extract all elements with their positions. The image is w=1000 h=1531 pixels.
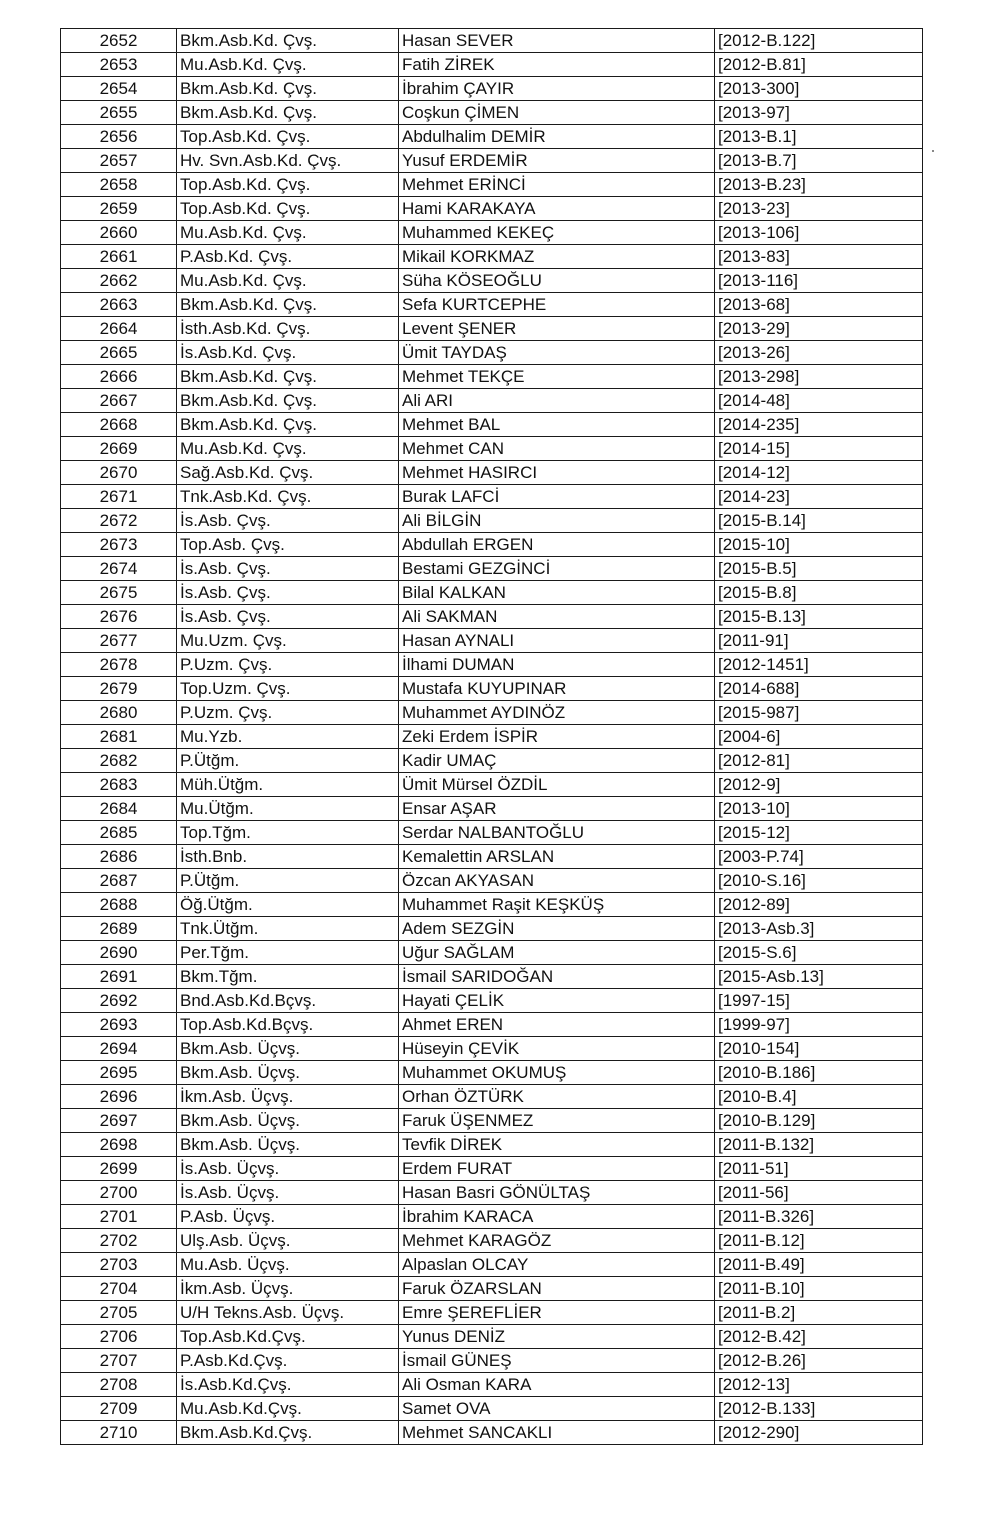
table-row	[61, 197, 923, 221]
row-number-cell: 2676	[61, 605, 177, 629]
reference-cell: [2011-B.10]	[715, 1277, 923, 1301]
rank-cell: Bnd.Asb.Kd.Bçvş.	[177, 989, 399, 1013]
reference-cell: [2013-23]	[715, 197, 923, 221]
table-row	[61, 293, 923, 317]
person-name-cell: İbrahim ÇAYIR	[399, 77, 715, 101]
row-number-cell: 2701	[61, 1205, 177, 1229]
rank-cell: Bkm.Asb.Kd. Çvş.	[177, 365, 399, 389]
table-row	[61, 1253, 923, 1277]
person-name-cell: Bestami GEZGİNCİ	[399, 557, 715, 581]
table-row	[61, 1013, 923, 1037]
person-name-cell: Fatih ZİREK	[399, 53, 715, 77]
reference-cell: [2010-154]	[715, 1037, 923, 1061]
reference-cell: [2012-81]	[715, 749, 923, 773]
table-row	[61, 437, 923, 461]
rank-cell: Bkm.Asb.Kd. Çvş.	[177, 101, 399, 125]
reference-cell: [2015-S.6]	[715, 941, 923, 965]
table-row	[61, 1421, 923, 1445]
reference-cell: [2012-9]	[715, 773, 923, 797]
reference-cell: [2013-300]	[715, 77, 923, 101]
table-row	[61, 845, 923, 869]
row-number-cell: 2688	[61, 893, 177, 917]
rank-cell: İsth.Asb.Kd. Çvş.	[177, 317, 399, 341]
row-number-cell: 2681	[61, 725, 177, 749]
person-name-cell: Mehmet ERİNCİ	[399, 173, 715, 197]
rank-cell: Bkm.Asb. Üçvş.	[177, 1109, 399, 1133]
table-row	[61, 173, 923, 197]
table-row	[61, 53, 923, 77]
person-name-cell: Muhammet AYDINÖZ	[399, 701, 715, 725]
reference-cell: [2013-68]	[715, 293, 923, 317]
row-number-cell: 2690	[61, 941, 177, 965]
reference-cell: [2015-10]	[715, 533, 923, 557]
rank-cell: P.Uzm. Çvş.	[177, 653, 399, 677]
person-name-cell: Yusuf ERDEMİR	[399, 149, 715, 173]
reference-cell: [2011-56]	[715, 1181, 923, 1205]
person-name-cell: Hasan SEVER	[399, 29, 715, 53]
table-row	[61, 1205, 923, 1229]
reference-cell: [2015-B.13]	[715, 605, 923, 629]
person-name-cell: Bilal KALKAN	[399, 581, 715, 605]
table-row	[61, 749, 923, 773]
person-name-cell: Faruk ÜŞENMEZ	[399, 1109, 715, 1133]
person-name-cell: Mehmet TEKÇE	[399, 365, 715, 389]
rank-cell: Top.Asb.Kd.Bçvş.	[177, 1013, 399, 1037]
row-number-cell: 2680	[61, 701, 177, 725]
reference-cell: [2011-51]	[715, 1157, 923, 1181]
row-number-cell: 2700	[61, 1181, 177, 1205]
person-name-cell: Hasan AYNALI	[399, 629, 715, 653]
rank-cell: Hv. Svn.Asb.Kd. Çvş.	[177, 149, 399, 173]
table-row	[61, 1181, 923, 1205]
rank-cell: Bkm.Asb. Üçvş.	[177, 1037, 399, 1061]
reference-cell: [2015-987]	[715, 701, 923, 725]
table-row	[61, 653, 923, 677]
scan-speck	[932, 150, 934, 152]
rank-cell: İs.Asb.Kd. Çvş.	[177, 341, 399, 365]
person-name-cell: Kadir UMAÇ	[399, 749, 715, 773]
row-number-cell: 2698	[61, 1133, 177, 1157]
reference-cell: [2013-B.23]	[715, 173, 923, 197]
table-row	[61, 389, 923, 413]
reference-cell: [2015-Asb.13]	[715, 965, 923, 989]
reference-cell: [1997-15]	[715, 989, 923, 1013]
table-row	[61, 365, 923, 389]
table-row	[61, 893, 923, 917]
person-name-cell: Levent ŞENER	[399, 317, 715, 341]
table-row	[61, 77, 923, 101]
rank-cell: Top.Uzm. Çvş.	[177, 677, 399, 701]
reference-cell: [2011-B.132]	[715, 1133, 923, 1157]
reference-cell: [2015-12]	[715, 821, 923, 845]
table-row	[61, 317, 923, 341]
row-number-cell: 2662	[61, 269, 177, 293]
person-name-cell: Abdulhalim DEMİR	[399, 125, 715, 149]
table-row	[61, 533, 923, 557]
table-row	[61, 773, 923, 797]
person-name-cell: Abdullah ERGEN	[399, 533, 715, 557]
person-name-cell: Mehmet HASIRCI	[399, 461, 715, 485]
rank-cell: Bkm.Tğm.	[177, 965, 399, 989]
rank-cell: Mu.Asb.Kd. Çvş.	[177, 221, 399, 245]
person-name-cell: Faruk ÖZARSLAN	[399, 1277, 715, 1301]
person-name-cell: Hüseyin ÇEVİK	[399, 1037, 715, 1061]
row-number-cell: 2709	[61, 1397, 177, 1421]
reference-cell: [2010-S.16]	[715, 869, 923, 893]
rank-cell: Mu.Asb.Kd. Çvş.	[177, 437, 399, 461]
table-row	[61, 221, 923, 245]
person-name-cell: Alpaslan OLCAY	[399, 1253, 715, 1277]
reference-cell: [2012-B.122]	[715, 29, 923, 53]
person-name-cell: Süha KÖSEOĞLU	[399, 269, 715, 293]
person-name-cell: Emre ŞEREFLİER	[399, 1301, 715, 1325]
row-number-cell: 2658	[61, 173, 177, 197]
row-number-cell: 2668	[61, 413, 177, 437]
person-name-cell: Yunus DENİZ	[399, 1325, 715, 1349]
row-number-cell: 2707	[61, 1349, 177, 1373]
reference-cell: [2012-89]	[715, 893, 923, 917]
table-row	[61, 701, 923, 725]
row-number-cell: 2682	[61, 749, 177, 773]
reference-cell: [2014-235]	[715, 413, 923, 437]
table-row	[61, 797, 923, 821]
person-name-cell: Mehmet CAN	[399, 437, 715, 461]
rank-cell: Mu.Yzb.	[177, 725, 399, 749]
reference-cell: [2012-13]	[715, 1373, 923, 1397]
row-number-cell: 2705	[61, 1301, 177, 1325]
table-row	[61, 485, 923, 509]
person-name-cell: Ali ARI	[399, 389, 715, 413]
table-row	[61, 989, 923, 1013]
person-name-cell: Orhan ÖZTÜRK	[399, 1085, 715, 1109]
row-number-cell: 2702	[61, 1229, 177, 1253]
person-name-cell: Kemalettin ARSLAN	[399, 845, 715, 869]
person-name-cell: Serdar NALBANTOĞLU	[399, 821, 715, 845]
row-number-cell: 2674	[61, 557, 177, 581]
row-number-cell: 2692	[61, 989, 177, 1013]
reference-cell: [2014-15]	[715, 437, 923, 461]
reference-cell: [2013-26]	[715, 341, 923, 365]
reference-cell: [2012-B.81]	[715, 53, 923, 77]
rank-cell: P.Uzm. Çvş.	[177, 701, 399, 725]
reference-cell: [1999-97]	[715, 1013, 923, 1037]
rank-cell: İs.Asb. Çvş.	[177, 581, 399, 605]
reference-cell: [2011-B.326]	[715, 1205, 923, 1229]
table-row	[61, 1157, 923, 1181]
row-number-cell: 2672	[61, 509, 177, 533]
row-number-cell: 2694	[61, 1037, 177, 1061]
rank-cell: P.Ütğm.	[177, 869, 399, 893]
rank-cell: Top.Asb.Kd.Çvş.	[177, 1325, 399, 1349]
rank-cell: Mu.Asb.Kd. Çvş.	[177, 269, 399, 293]
rank-cell: İkm.Asb. Üçvş.	[177, 1277, 399, 1301]
person-name-cell: Mehmet SANCAKLI	[399, 1421, 715, 1445]
table-row	[61, 1301, 923, 1325]
table-row	[61, 557, 923, 581]
row-number-cell: 2693	[61, 1013, 177, 1037]
table-row	[61, 941, 923, 965]
row-number-cell: 2695	[61, 1061, 177, 1085]
rank-cell: Bkm.Asb.Kd.Çvş.	[177, 1421, 399, 1445]
row-number-cell: 2678	[61, 653, 177, 677]
person-name-cell: Burak LAFCİ	[399, 485, 715, 509]
reference-cell: [2003-P.74]	[715, 845, 923, 869]
reference-cell: [2014-48]	[715, 389, 923, 413]
rank-cell: İs.Asb. Çvş.	[177, 509, 399, 533]
person-name-cell: Erdem FURAT	[399, 1157, 715, 1181]
rank-cell: Bkm.Asb.Kd. Çvş.	[177, 77, 399, 101]
rank-cell: Top.Asb.Kd. Çvş.	[177, 197, 399, 221]
row-number-cell: 2684	[61, 797, 177, 821]
row-number-cell: 2679	[61, 677, 177, 701]
person-name-cell: Hayati ÇELİK	[399, 989, 715, 1013]
personnel-table	[60, 28, 923, 1445]
table-row	[61, 605, 923, 629]
row-number-cell: 2686	[61, 845, 177, 869]
rank-cell: Bkm.Asb.Kd. Çvş.	[177, 389, 399, 413]
person-name-cell: Samet OVA	[399, 1397, 715, 1421]
person-name-cell: Muhammet Raşit KEŞKÜŞ	[399, 893, 715, 917]
reference-cell: [2011-B.12]	[715, 1229, 923, 1253]
row-number-cell: 2664	[61, 317, 177, 341]
person-name-cell: Ali BİLGİN	[399, 509, 715, 533]
table-row	[61, 269, 923, 293]
person-name-cell: Tevfik DİREK	[399, 1133, 715, 1157]
row-number-cell: 2696	[61, 1085, 177, 1109]
rank-cell: Öğ.Ütğm.	[177, 893, 399, 917]
table-row	[61, 509, 923, 533]
rank-cell: Top.Asb.Kd. Çvş.	[177, 125, 399, 149]
row-number-cell: 2675	[61, 581, 177, 605]
row-number-cell: 2677	[61, 629, 177, 653]
rank-cell: Tnk.Ütğm.	[177, 917, 399, 941]
table-row	[61, 149, 923, 173]
person-name-cell: Zeki Erdem İSPİR	[399, 725, 715, 749]
table-row	[61, 1229, 923, 1253]
table-row	[61, 677, 923, 701]
person-name-cell: Hasan Basri GÖNÜLTAŞ	[399, 1181, 715, 1205]
table-row	[61, 581, 923, 605]
row-number-cell: 2710	[61, 1421, 177, 1445]
person-name-cell: Muhammet OKUMUŞ	[399, 1061, 715, 1085]
rank-cell: İkm.Asb. Üçvş.	[177, 1085, 399, 1109]
reference-cell: [2011-91]	[715, 629, 923, 653]
reference-cell: [2013-83]	[715, 245, 923, 269]
row-number-cell: 2703	[61, 1253, 177, 1277]
row-number-cell: 2665	[61, 341, 177, 365]
row-number-cell: 2708	[61, 1373, 177, 1397]
rank-cell: U/H Tekns.Asb. Üçvş.	[177, 1301, 399, 1325]
rank-cell: Bkm.Asb.Kd. Çvş.	[177, 413, 399, 437]
row-number-cell: 2671	[61, 485, 177, 509]
person-name-cell: Ali SAKMAN	[399, 605, 715, 629]
table-row	[61, 413, 923, 437]
person-name-cell: Ahmet EREN	[399, 1013, 715, 1037]
table-row	[61, 1085, 923, 1109]
rank-cell: P.Asb.Kd.Çvş.	[177, 1349, 399, 1373]
reference-cell: [2013-B.7]	[715, 149, 923, 173]
person-name-cell: Mehmet BAL	[399, 413, 715, 437]
person-name-cell: İbrahim KARACA	[399, 1205, 715, 1229]
reference-cell: [2012-B.42]	[715, 1325, 923, 1349]
person-name-cell: Hami KARAKAYA	[399, 197, 715, 221]
rank-cell: İs.Asb. Çvş.	[177, 605, 399, 629]
row-number-cell: 2673	[61, 533, 177, 557]
reference-cell: [2011-B.49]	[715, 1253, 923, 1277]
table-row	[61, 965, 923, 989]
table-row	[61, 245, 923, 269]
person-name-cell: Ümit Mürsel ÖZDİL	[399, 773, 715, 797]
reference-cell: [2004-6]	[715, 725, 923, 749]
row-number-cell: 2655	[61, 101, 177, 125]
reference-cell: [2012-B.133]	[715, 1397, 923, 1421]
rank-cell: İsth.Bnb.	[177, 845, 399, 869]
rank-cell: Top.Tğm.	[177, 821, 399, 845]
reference-cell: [2014-23]	[715, 485, 923, 509]
reference-cell: [2013-29]	[715, 317, 923, 341]
rank-cell: Mu.Asb.Kd. Çvş.	[177, 53, 399, 77]
row-number-cell: 2689	[61, 917, 177, 941]
row-number-cell: 2666	[61, 365, 177, 389]
row-number-cell: 2687	[61, 869, 177, 893]
row-number-cell: 2691	[61, 965, 177, 989]
rank-cell: İs.Asb. Üçvş.	[177, 1157, 399, 1181]
table-row	[61, 1349, 923, 1373]
reference-cell: [2010-B.129]	[715, 1109, 923, 1133]
row-number-cell: 2697	[61, 1109, 177, 1133]
rank-cell: Sağ.Asb.Kd. Çvş.	[177, 461, 399, 485]
reference-cell: [2012-1451]	[715, 653, 923, 677]
rank-cell: Bkm.Asb.Kd. Çvş.	[177, 293, 399, 317]
row-number-cell: 2654	[61, 77, 177, 101]
person-name-cell: Coşkun ÇİMEN	[399, 101, 715, 125]
person-name-cell: İsmail GÜNEŞ	[399, 1349, 715, 1373]
reference-cell: [2012-290]	[715, 1421, 923, 1445]
rank-cell: İs.Asb.Kd.Çvş.	[177, 1373, 399, 1397]
reference-cell: [2013-116]	[715, 269, 923, 293]
rank-cell: Bkm.Asb.Kd. Çvş.	[177, 29, 399, 53]
rank-cell: Mu.Asb. Üçvş.	[177, 1253, 399, 1277]
row-number-cell: 2669	[61, 437, 177, 461]
row-number-cell: 2660	[61, 221, 177, 245]
rank-cell: Tnk.Asb.Kd. Çvş.	[177, 485, 399, 509]
reference-cell: [2015-B.14]	[715, 509, 923, 533]
rank-cell: Top.Asb.Kd. Çvş.	[177, 173, 399, 197]
reference-cell: [2013-97]	[715, 101, 923, 125]
reference-cell: [2010-B.186]	[715, 1061, 923, 1085]
row-number-cell: 2657	[61, 149, 177, 173]
table-row	[61, 1373, 923, 1397]
rank-cell: P.Ütğm.	[177, 749, 399, 773]
rank-cell: İs.Asb. Çvş.	[177, 557, 399, 581]
reference-cell: [2010-B.4]	[715, 1085, 923, 1109]
person-name-cell: Mikail KORKMAZ	[399, 245, 715, 269]
row-number-cell: 2706	[61, 1325, 177, 1349]
table-row	[61, 125, 923, 149]
table-row	[61, 341, 923, 365]
table-row	[61, 869, 923, 893]
row-number-cell: 2656	[61, 125, 177, 149]
rank-cell: Top.Asb. Çvş.	[177, 533, 399, 557]
person-name-cell: Özcan AKYASAN	[399, 869, 715, 893]
reference-cell: [2015-B.8]	[715, 581, 923, 605]
rank-cell: P.Asb. Üçvş.	[177, 1205, 399, 1229]
person-name-cell: Ensar AŞAR	[399, 797, 715, 821]
table-row	[61, 725, 923, 749]
rank-cell: Per.Tğm.	[177, 941, 399, 965]
table-row	[61, 1037, 923, 1061]
person-name-cell: Muhammed KEKEÇ	[399, 221, 715, 245]
rank-cell: Mu.Ütğm.	[177, 797, 399, 821]
row-number-cell: 2663	[61, 293, 177, 317]
row-number-cell: 2667	[61, 389, 177, 413]
person-name-cell: Adem SEZGİN	[399, 917, 715, 941]
rank-cell: İs.Asb. Üçvş.	[177, 1181, 399, 1205]
person-name-cell: İlhami DUMAN	[399, 653, 715, 677]
reference-cell: [2014-688]	[715, 677, 923, 701]
personnel-table-body	[61, 29, 923, 1445]
table-row	[61, 101, 923, 125]
row-number-cell: 2659	[61, 197, 177, 221]
rank-cell: P.Asb.Kd. Çvş.	[177, 245, 399, 269]
person-name-cell: Mehmet KARAGÖZ	[399, 1229, 715, 1253]
reference-cell: [2012-B.26]	[715, 1349, 923, 1373]
rank-cell: Mu.Uzm. Çvş.	[177, 629, 399, 653]
reference-cell: [2011-B.2]	[715, 1301, 923, 1325]
rank-cell: Bkm.Asb. Üçvş.	[177, 1133, 399, 1157]
table-row	[61, 1109, 923, 1133]
reference-cell: [2013-106]	[715, 221, 923, 245]
row-number-cell: 2670	[61, 461, 177, 485]
table-row	[61, 1061, 923, 1085]
table-row	[61, 629, 923, 653]
row-number-cell: 2685	[61, 821, 177, 845]
rank-cell: Bkm.Asb. Üçvş.	[177, 1061, 399, 1085]
person-name-cell: Mustafa KUYUPINAR	[399, 677, 715, 701]
rank-cell: Mu.Asb.Kd.Çvş.	[177, 1397, 399, 1421]
reference-cell: [2013-Asb.3]	[715, 917, 923, 941]
row-number-cell: 2653	[61, 53, 177, 77]
reference-cell: [2015-B.5]	[715, 557, 923, 581]
person-name-cell: Ümit TAYDAŞ	[399, 341, 715, 365]
rank-cell: Müh.Ütğm.	[177, 773, 399, 797]
table-row	[61, 1133, 923, 1157]
reference-cell: [2014-12]	[715, 461, 923, 485]
table-row	[61, 821, 923, 845]
reference-cell: [2013-298]	[715, 365, 923, 389]
reference-cell: [2013-B.1]	[715, 125, 923, 149]
table-row	[61, 1277, 923, 1301]
person-name-cell: Sefa KURTCEPHE	[399, 293, 715, 317]
table-row	[61, 1397, 923, 1421]
person-name-cell: Ali Osman KARA	[399, 1373, 715, 1397]
table-row	[61, 917, 923, 941]
row-number-cell: 2704	[61, 1277, 177, 1301]
row-number-cell: 2683	[61, 773, 177, 797]
table-row	[61, 29, 923, 53]
person-name-cell: İsmail SARIDOĞAN	[399, 965, 715, 989]
reference-cell: [2013-10]	[715, 797, 923, 821]
row-number-cell: 2661	[61, 245, 177, 269]
rank-cell: Ulş.Asb. Üçvş.	[177, 1229, 399, 1253]
table-row	[61, 461, 923, 485]
row-number-cell: 2652	[61, 29, 177, 53]
person-name-cell: Uğur SAĞLAM	[399, 941, 715, 965]
table-row	[61, 1325, 923, 1349]
row-number-cell: 2699	[61, 1157, 177, 1181]
